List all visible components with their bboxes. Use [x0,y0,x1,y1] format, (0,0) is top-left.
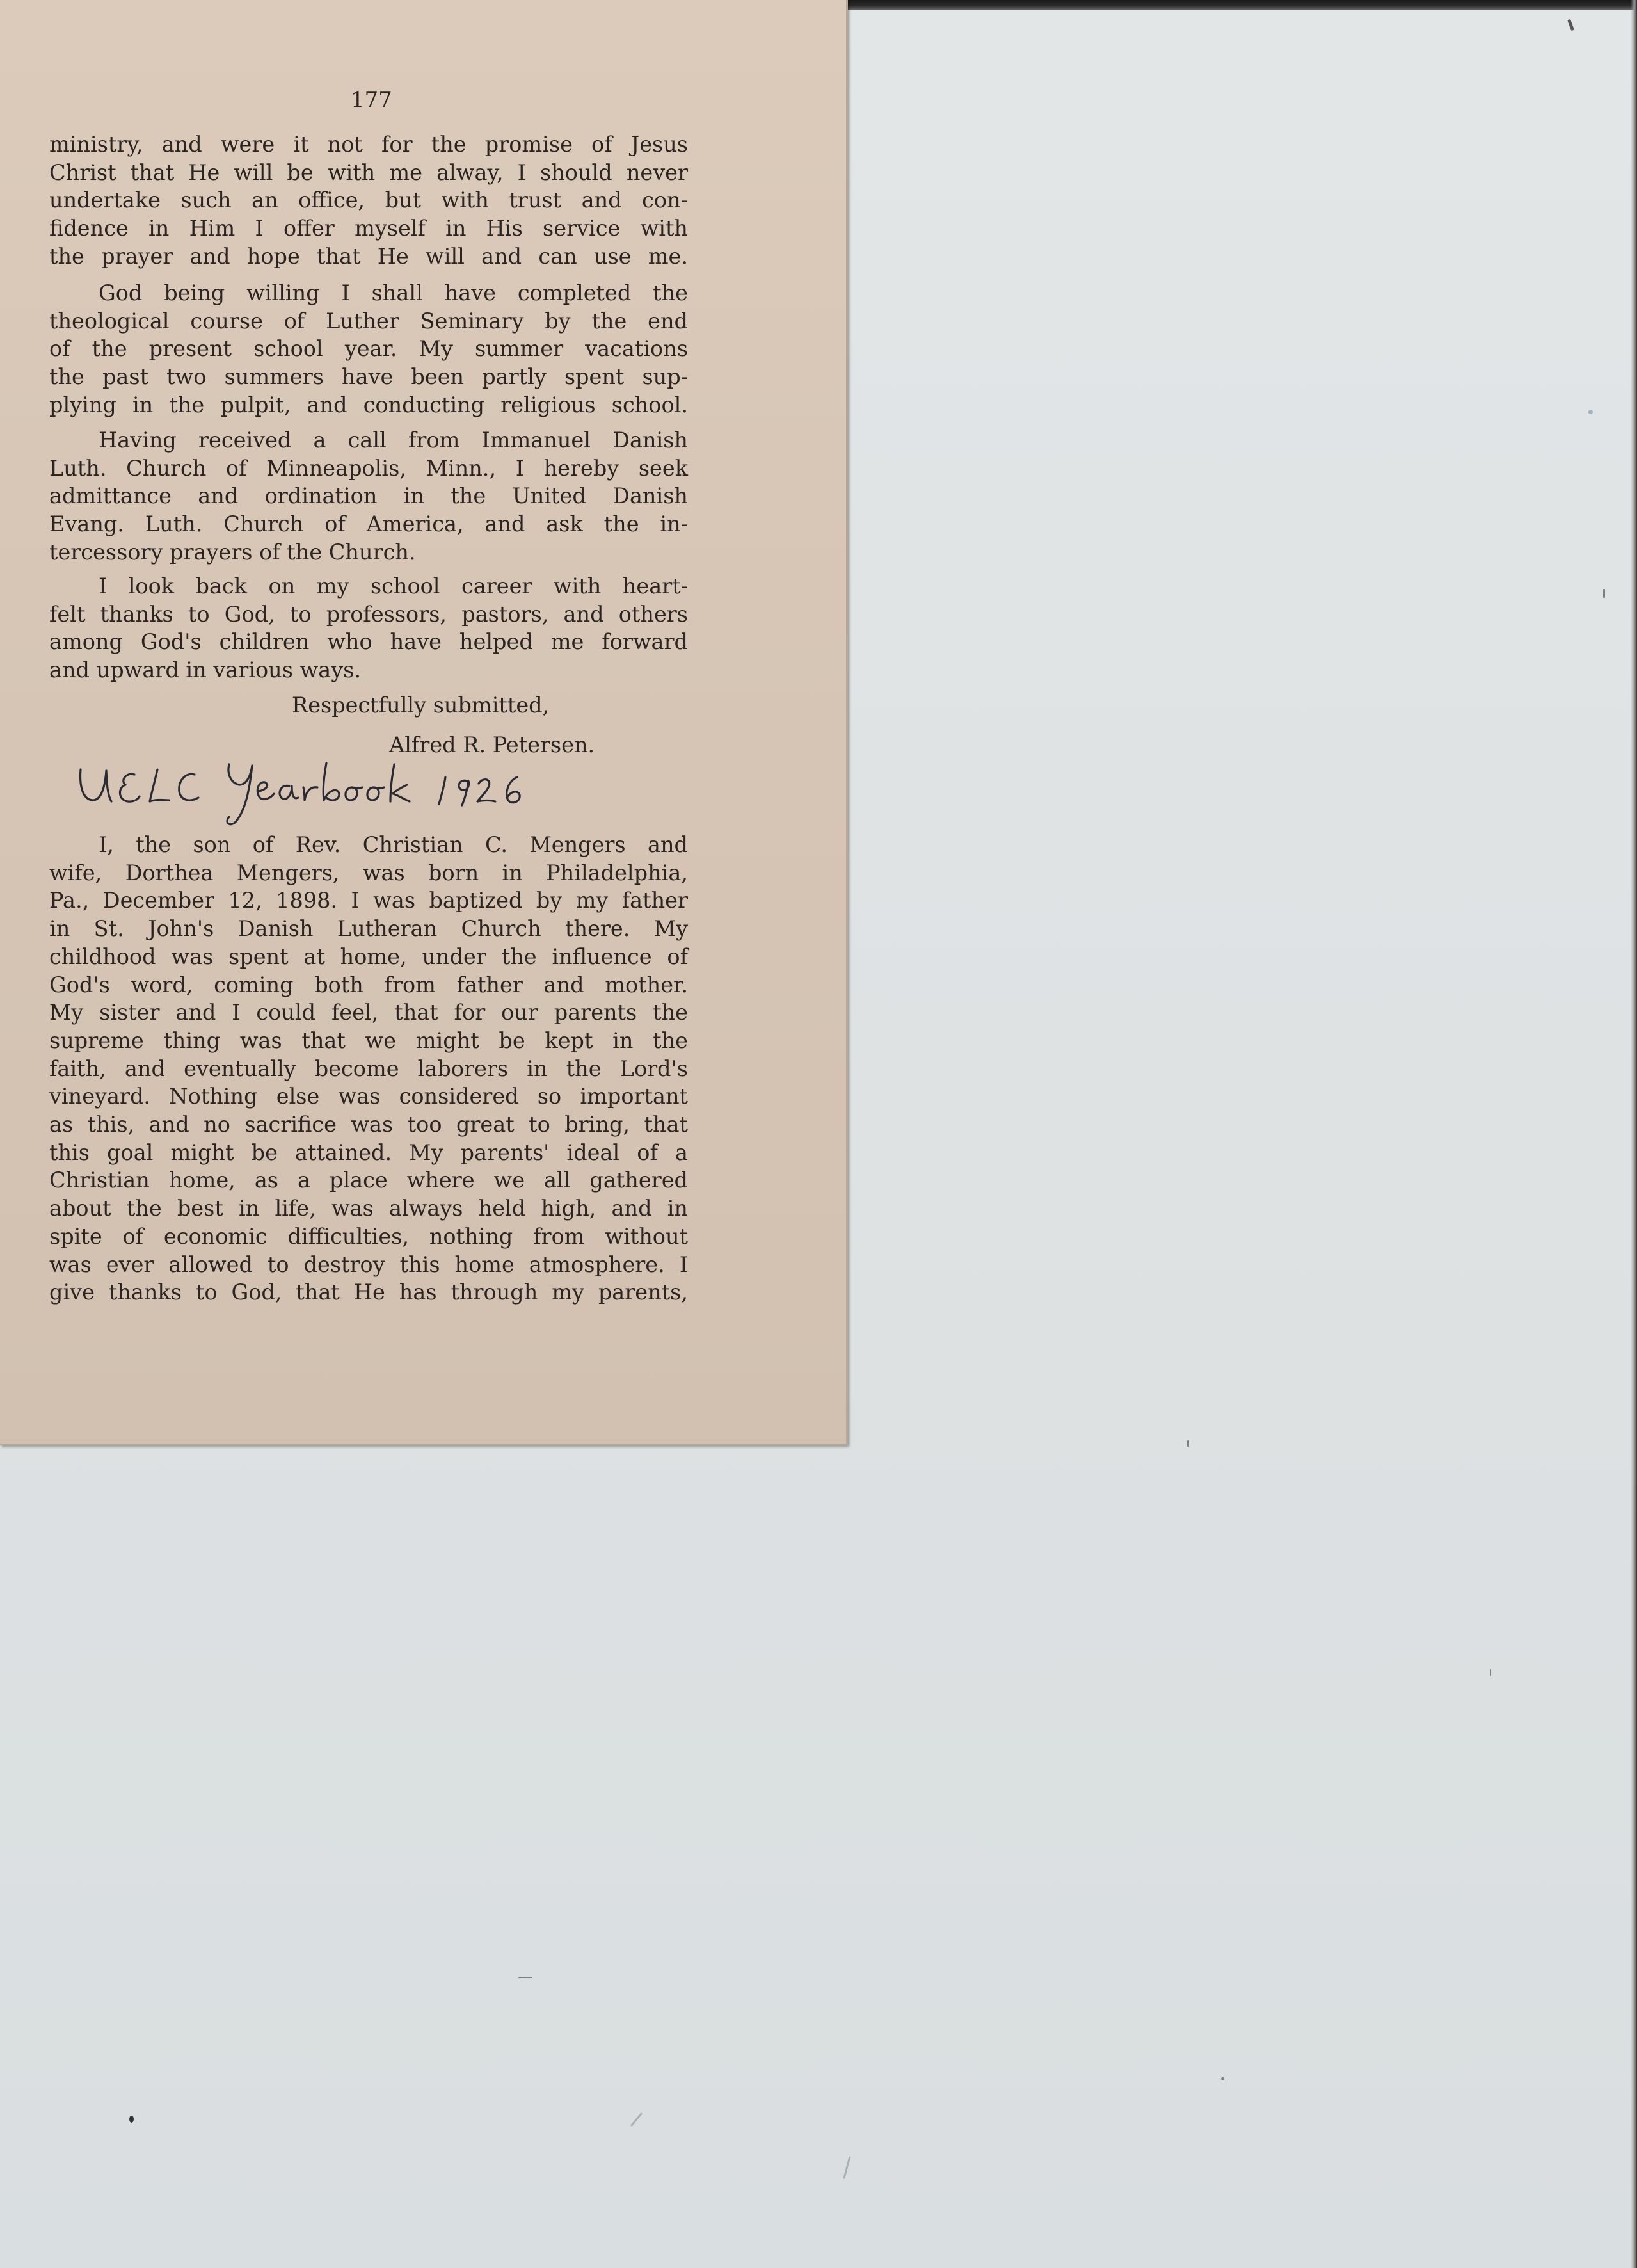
handwritten-note [76,755,536,832]
document-page [0,0,848,1445]
dust-speck [518,1977,532,1978]
text-line: among God's children who have helped me forward [49,629,688,655]
text-line: God's word, coming both from father and mother. [49,972,688,997]
text-line: vineyard. Nothing else was considered so important [49,1084,688,1109]
paragraph [49,279,688,419]
top-text [49,131,688,271]
signature-name: Alfred R. Petersen. [389,732,595,757]
page-number: 177 [351,87,392,113]
paragraph [49,572,688,684]
dust-speck [1187,1440,1189,1447]
text-line: and upward in various ways. [49,657,361,683]
text-line: fidence in Him I offer myself in His service with [49,216,688,241]
text-line: I, the son of Rev. Christian C. Mengers and [99,832,688,857]
dust-speck [1603,589,1605,598]
text-line: Pa., December 12, 1898. I was baptized by my father [49,888,688,913]
text-line: the prayer and hope that He will and can use me. [49,243,688,269]
scanner-lid-edge [845,0,1637,10]
text-line: faith, and eventually become laborers in the Lord's [49,1056,688,1081]
top-text [49,426,688,567]
text-line: supreme thing was that we might be kept in the [49,1027,688,1053]
closing-line: Respectfully submitted, [292,693,550,718]
paragraph [49,831,688,1307]
text-line: this goal might be attained. My parents' ideal of a [49,1139,688,1165]
text-line: undertake such an office, but with trust and con- [49,188,688,213]
dust-speck [1221,2077,1224,2080]
text-line: in St. John's Danish Lutheran Church there. My [49,916,688,942]
text-line: Christian home, as a place where we all gathered [49,1168,688,1193]
text-line: I look back on my school career with heart- [99,574,688,599]
text-line: as this, and no sacrifice was too great to bring, that [49,1112,688,1138]
text-line: Evang. Luth. Church of America, and ask the in- [49,511,688,537]
text-line: admittance and ordination in the United Danish [49,483,688,509]
text-line: plying in the pulpit, and conducting religious school. [49,392,688,417]
text-line: ministry, and were it not for the promise of Jesus [49,132,688,157]
top-text [49,572,688,684]
paragraph [49,131,688,271]
text-line: the past two summers have been partly spent sup- [49,364,688,390]
dust-speck [129,2116,134,2123]
text-line: give thanks to God, that He has through my parents, [49,1280,688,1305]
text-line: God being willing I shall have completed the [99,280,688,305]
text-line: Having received a call from Immanuel Danish [99,428,688,453]
top-text [49,279,688,419]
dust-speck [1588,410,1593,414]
text-line: of the present school year. My summer vacations [49,336,688,362]
text-line: childhood was spent at home, under the influence of [49,944,688,969]
text-line: about the best in life, was always held high, and in [49,1196,688,1221]
text-line: felt thanks to God, to professors, pastors, and others [49,601,688,627]
text-line: Luth. Church of Minneapolis, Minn., I hereby seek [49,455,688,481]
paragraph [49,426,688,567]
text-line: wife, Dorthea Mengers, was born in Philadelphia, [49,860,688,885]
text-line: Christ that He will be with me alway, I should never [49,159,688,185]
text-line: was ever allowed to destroy this home atmosphere. I [49,1251,688,1277]
dust-speck [1490,1669,1491,1676]
text-line: tercessory prayers of the Church. [49,539,416,565]
bottom-text [49,831,688,1307]
scanner-right-edge [1631,0,1637,2268]
text-line: My sister and I could feel, that for our parents the [49,1000,688,1025]
text-line: theological course of Luther Seminary by the end [49,308,688,334]
text-line: spite of economic difficulties, nothing from without [49,1223,688,1249]
